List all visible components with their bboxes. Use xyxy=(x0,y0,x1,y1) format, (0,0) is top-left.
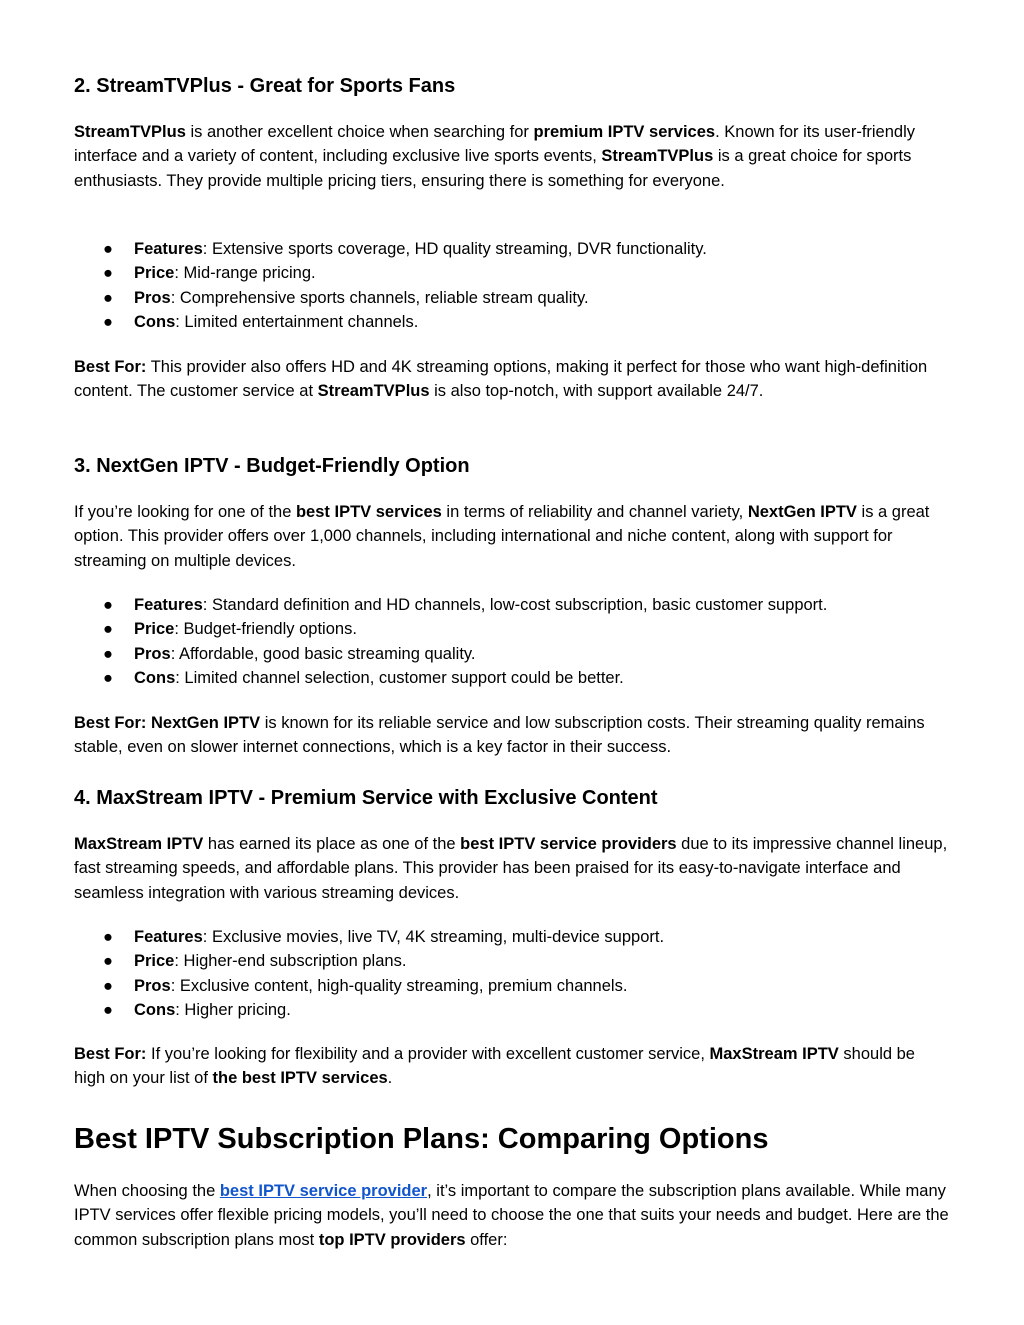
list-item-text: : Affordable, good basic streaming quality. xyxy=(170,644,476,663)
bullet-icon: ● xyxy=(103,952,113,971)
section-heading-maxstream: 4. MaxStream IPTV - Premium Service with Exclusive Content xyxy=(74,787,658,809)
list-item-label: Cons xyxy=(134,669,176,688)
list-item xyxy=(74,925,950,949)
text-run: is also top-notch, with support available 24/7. xyxy=(429,382,764,401)
best-for-maxstream xyxy=(74,1042,950,1091)
bold-term: Best For: NextGen IPTV xyxy=(74,714,261,732)
bullet-icon: ● xyxy=(103,288,113,307)
text-run: is a great choice for sports enthusiasts. They provide multiple pricing tiers, ensuring there is something for everyone. xyxy=(74,147,912,190)
list-item-text: : Mid-range pricing. xyxy=(174,264,316,283)
text-run: is known for its reliable service and low subscription costs. Their streaming quality remains stable, even on slower internet connections, which is a key factor in their success. xyxy=(74,714,925,757)
text-run: is a great option. This provider offers over 1,000 channels, including international and niche content, along with support for streaming on multiple devices. xyxy=(74,503,930,570)
list-item-text: : Exclusive movies, live TV, 4K streaming, multi-device support. xyxy=(202,928,665,946)
text-run: has earned its place as one of the xyxy=(203,835,461,853)
list-item-text: : Limited channel selection, customer support could be better. xyxy=(175,669,624,688)
bullet-icon: ● xyxy=(103,976,113,995)
text-run: . xyxy=(387,1069,393,1088)
list-item xyxy=(74,261,950,285)
bold-term: NextGen IPTV xyxy=(747,503,857,521)
bold-term: StreamTVPlus xyxy=(74,123,186,141)
list-item-label: Price xyxy=(134,264,175,283)
text-run: in terms of reliability and channel variety, xyxy=(441,503,748,521)
list-item xyxy=(74,593,950,617)
bold-term: MaxStream IPTV xyxy=(74,835,204,853)
list-item xyxy=(74,617,950,641)
list-item-label: Features xyxy=(134,596,203,614)
bold-term: StreamTVPlus xyxy=(317,382,430,401)
bold-term: StreamTVPlus xyxy=(601,147,714,166)
list-item-label: Cons xyxy=(134,1001,176,1020)
bullet-icon: ● xyxy=(103,596,113,614)
list-item-label: Cons xyxy=(134,313,176,332)
list-item-text: : Limited entertainment channels. xyxy=(175,313,419,332)
plans-text-end: offer: xyxy=(465,1230,508,1249)
list-item-text: : Comprehensive sports channels, reliable stream quality. xyxy=(170,288,589,307)
list-item xyxy=(74,310,950,334)
section-intro-maxstream xyxy=(74,832,950,905)
list-item-label: Price xyxy=(134,952,175,971)
list-item-label: Features xyxy=(134,928,203,946)
best-iptv-service-provider-link[interactable]: best IPTV service provider xyxy=(219,1182,428,1200)
list-item-text: : Standard definition and HD channels, low-cost subscription, basic customer support. xyxy=(202,596,828,614)
text-run: If you’re looking for flexibility and a provider with excellent customer service, xyxy=(146,1045,710,1063)
bold-term: best IPTV service providers xyxy=(460,835,677,853)
list-item-label: Price xyxy=(134,620,175,639)
best-for-streamtvplus xyxy=(74,355,950,404)
bold-term: best IPTV services xyxy=(295,503,442,521)
bold-term: Best For: xyxy=(74,358,147,376)
section-intro-nextgen xyxy=(74,500,950,573)
list-item-label: Features xyxy=(134,240,203,258)
bullet-icon: ● xyxy=(103,313,113,332)
text-run: If you’re looking for one of the xyxy=(74,503,296,521)
best-for-nextgen xyxy=(74,711,950,760)
list-item-text: : Extensive sports coverage, HD quality streaming, DVR functionality. xyxy=(202,240,707,258)
list-item-label: Pros xyxy=(134,288,171,307)
list-item xyxy=(74,237,950,261)
bullet-icon: ● xyxy=(103,644,113,663)
bullet-icon: ● xyxy=(103,1001,113,1020)
section-intro-streamtvplus xyxy=(74,120,950,193)
bullet-icon: ● xyxy=(103,669,113,688)
list-item xyxy=(74,998,950,1022)
text-run: This provider also offers HD and 4K streaming options, making it perfect for those who want high-definition content. The customer service at xyxy=(74,358,928,401)
bullet-icon: ● xyxy=(103,264,113,283)
feature-list-maxstream xyxy=(74,925,950,1023)
text-run: . Known for its user-friendly interface and a variety of content, including exclusive live sports events, xyxy=(74,123,916,166)
bullet-icon: ● xyxy=(103,928,113,946)
text-run: is another excellent choice when searching for xyxy=(185,123,534,141)
list-item-text: : Higher pricing. xyxy=(175,1001,291,1020)
list-item xyxy=(74,666,950,690)
list-item-text: : Budget-friendly options. xyxy=(174,620,357,639)
section-heading-streamtvplus: 2. StreamTVPlus - Great for Sports Fans xyxy=(74,75,456,97)
bold-term: MaxStream IPTV xyxy=(709,1045,839,1063)
bold-term: the best IPTV services xyxy=(212,1069,388,1088)
list-item-label: Pros xyxy=(134,976,171,995)
list-item-text: : Exclusive content, high-quality streaming, premium channels. xyxy=(170,976,628,995)
list-item xyxy=(74,974,950,998)
list-item xyxy=(74,286,950,310)
bold-term: Best For: xyxy=(74,1045,147,1063)
feature-list-nextgen xyxy=(74,593,950,691)
plans-text-middle: , it’s important to compare the subscription plans available. While many IPTV services offer flexible pricing models, you’ll need to choose the one that suits your needs and budget. Here are the common subscription plans most xyxy=(74,1182,949,1249)
plans-heading: Best IPTV Subscription Plans: Comparing Options xyxy=(74,1123,769,1155)
plans-text-start: When choosing the xyxy=(74,1182,220,1200)
list-item xyxy=(74,949,950,973)
list-item-text: : Higher-end subscription plans. xyxy=(174,952,407,971)
feature-list-streamtvplus xyxy=(74,237,950,335)
bullet-icon: ● xyxy=(103,240,113,258)
text-run: due to its impressive channel lineup, fast streaming speeds, and affordable plans. This provider has been praised for its easy-to-navigate interface and seamless integration with various streaming devices. xyxy=(74,835,948,902)
plans-bold-term: top IPTV providers xyxy=(318,1230,466,1249)
bullet-icon: ● xyxy=(103,620,113,639)
list-item-label: Pros xyxy=(134,644,171,663)
bold-term: premium IPTV services xyxy=(533,123,716,141)
list-item xyxy=(74,642,950,666)
plans-paragraph xyxy=(74,1179,950,1252)
text-run: should be high on your list of xyxy=(74,1045,915,1088)
section-heading-nextgen: 3. NextGen IPTV - Budget-Friendly Option xyxy=(74,455,470,477)
